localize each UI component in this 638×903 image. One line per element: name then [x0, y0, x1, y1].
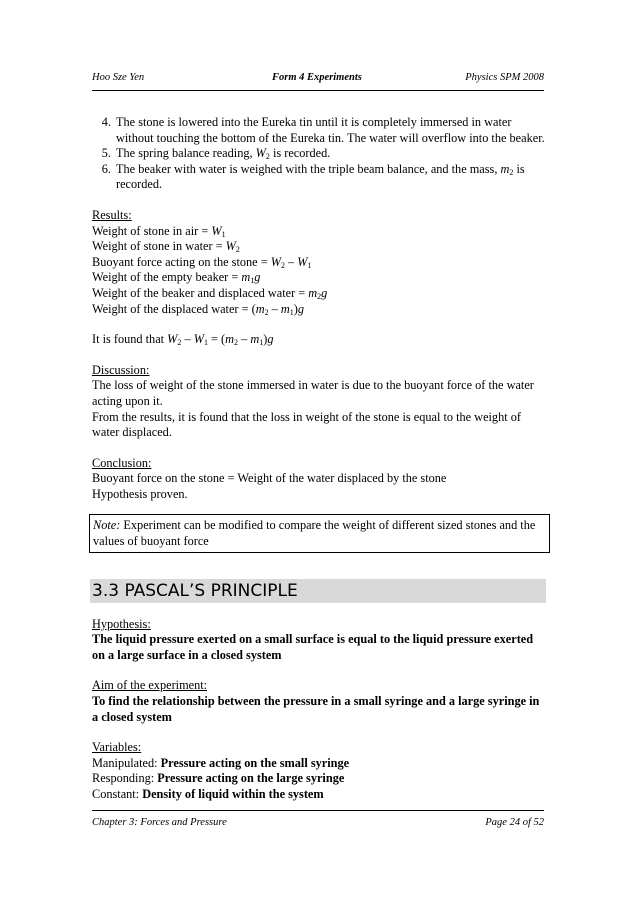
variables-section	[92, 740, 548, 802]
conclusion-line: Buoyant force on the stone = Weight of the water displaced by the stone	[92, 471, 447, 486]
footer-page-number: Page 24 of 52	[485, 817, 544, 828]
aim-section	[92, 678, 548, 725]
header-author: Hoo Sze Yen	[92, 72, 145, 83]
note-label: Note:	[93, 518, 121, 533]
result-line: Weight of the beaker and displaced water = $m_2g$	[92, 285, 328, 301]
aim-text: To find the relationship between the pressure in a small syringe and a large syringe in a closed system	[92, 694, 540, 724]
result-line: Buoyant force acting on the stone = $W_2 - W_1$	[92, 254, 312, 270]
header-subject: Physics SPM 2008	[465, 72, 544, 83]
result-line: Weight of stone in water = $W_2$	[92, 239, 240, 255]
result-line: Weight of stone in air = $W_1$	[92, 223, 226, 239]
hypothesis-heading: Hypothesis:	[92, 616, 151, 631]
result-finding: It is found that $W_2 - W_1 = (m_2 - m_1)g$	[92, 332, 274, 348]
step-6: 6. The beaker with water is weighed with the triple beam balance, and the mass, $m_2$ is recorded.	[114, 162, 548, 193]
variables-heading: Variables:	[92, 740, 142, 755]
variable-manipulated: Manipulated: Pressure acting on the small syringe	[92, 755, 350, 770]
discussion-section	[92, 363, 548, 441]
conclusion-section	[92, 456, 548, 503]
header-title: Form 4 Experiments	[272, 72, 362, 83]
result-line: Weight of the displaced water = $(m_2 - m_1)g$	[92, 301, 305, 317]
variable-responding: Responding: Pressure acting on the large syringe	[92, 771, 345, 786]
footer-rule	[92, 810, 544, 811]
header-rule	[92, 90, 544, 91]
hypothesis-section	[92, 617, 548, 664]
hypothesis-text: The liquid pressure exerted on a small surface is equal to the liquid pressure exerted on a large surface in a closed system	[92, 632, 534, 662]
results-heading: Results:	[92, 207, 132, 222]
page-body	[92, 115, 548, 803]
footer-chapter: Chapter 3: Forces and Pressure	[92, 817, 227, 828]
note-text: Experiment can be modified to compare the weight of different sized stones and the values of buoyant force	[93, 518, 536, 549]
aim-heading: Aim of the experiment:	[92, 678, 208, 693]
note-box	[89, 514, 550, 552]
discussion-paragraph: The loss of weight of the stone immersed in water is due to the buoyant force of the water acting upon it.	[92, 378, 534, 408]
step-5: 5. The spring balance reading, $W_2$ is recorded.	[114, 146, 548, 162]
variable-constant: Constant: Density of liquid within the system	[92, 787, 324, 801]
procedure-steps	[92, 115, 548, 193]
discussion-paragraph: From the results, it is found that the loss in weight of the stone is equal to the weight of water displaced.	[92, 409, 521, 440]
section-heading: 3.3 PASCAL’S PRINCIPLE	[90, 579, 546, 603]
discussion-heading: Discussion:	[92, 362, 150, 377]
conclusion-line: Hypothesis proven.	[92, 486, 188, 501]
step-4: 4. The stone is lowered into the Eureka tin until it is completely immersed in water without touching the bottom of the Eureka tin. The water will overflow into the beaker.	[114, 115, 548, 146]
results-section	[92, 208, 548, 348]
result-line: Weight of the empty beaker = $m_1g$	[92, 270, 261, 286]
conclusion-heading: Conclusion:	[92, 455, 152, 470]
